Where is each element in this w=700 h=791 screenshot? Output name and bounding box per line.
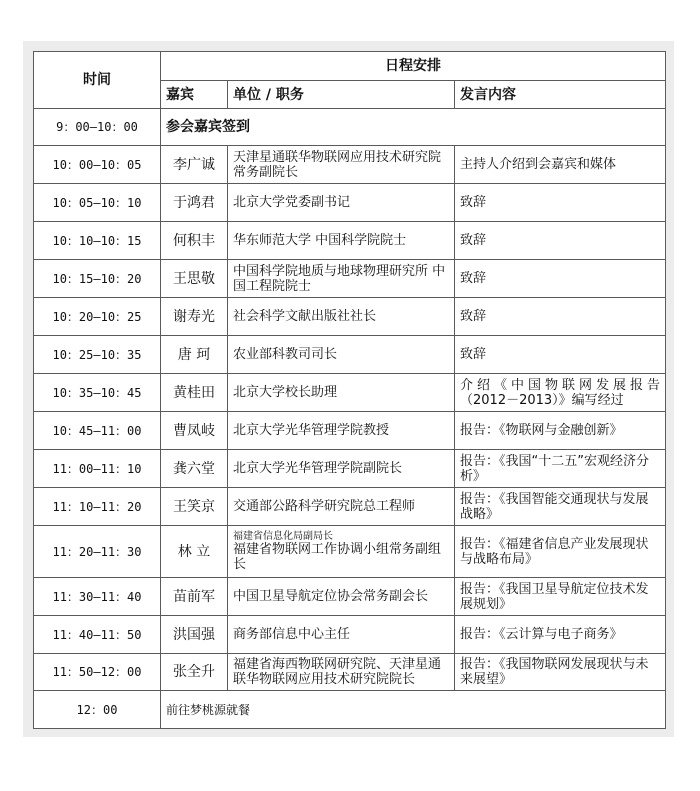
row-time: 11：40—11：50 (34, 616, 161, 654)
schedule-header: 日程安排 (161, 52, 666, 81)
footer-time: 12：00 (34, 691, 161, 729)
row-content: 致辞 (455, 222, 666, 260)
row-guest: 曹凤岐 (161, 412, 228, 450)
header-row-main (34, 52, 666, 81)
table-row (34, 488, 666, 526)
row-content: 介绍《中国物联网发展报告（2012－2013）》编写经过 (455, 374, 666, 412)
table-row (34, 298, 666, 336)
row-content: 致辞 (455, 298, 666, 336)
row-time: 10：00—10：05 (34, 146, 161, 184)
row-content: 报告：《物联网与金融创新》 (455, 412, 666, 450)
row-unit: 农业部科教司司长 (228, 336, 455, 374)
schedule-table (33, 51, 666, 729)
row-content: 报告：《我国物联网发展现状与未来展望》 (455, 654, 666, 691)
table-row (34, 412, 666, 450)
row-guest: 李广诚 (161, 146, 228, 184)
row-unit: 福建省海西物联网研究院、天津星通联华物联网应用技术研究院院长 (228, 654, 455, 691)
row-unit: 天津星通联华物联网应用技术研究院常务副院长 (228, 146, 455, 184)
table-row (34, 146, 666, 184)
row-unit: 北京大学光华管理学院教授 (228, 412, 455, 450)
row-content: 致辞 (455, 184, 666, 222)
row-guest: 苗前军 (161, 578, 228, 616)
row-time: 11：10—11：20 (34, 488, 161, 526)
table-row (34, 450, 666, 488)
row-time: 11：30—11：40 (34, 578, 161, 616)
row-content: 报告：《我国“十二五”宏观经济分析》 (455, 450, 666, 488)
row-guest: 黄桂田 (161, 374, 228, 412)
row-time: 10：35—10：45 (34, 374, 161, 412)
row-guest: 谢寿光 (161, 298, 228, 336)
row-unit: 中国卫星导航定位协会常务副会长 (228, 578, 455, 616)
guest-header: 嘉宾 (161, 81, 228, 109)
row-time: 10：45—11：00 (34, 412, 161, 450)
row-content: 主持人介绍到会嘉宾和媒体 (455, 146, 666, 184)
row-content: 报告：《我国卫星导航定位技术发展规划》 (455, 578, 666, 616)
row-unit: 交通部公路科学研究院总工程师 (228, 488, 455, 526)
table-row (34, 616, 666, 654)
table-row (34, 336, 666, 374)
table-row (34, 222, 666, 260)
row-content: 致辞 (455, 336, 666, 374)
row-guest: 王思敬 (161, 260, 228, 298)
row-guest: 林 立 (161, 526, 228, 578)
row-guest: 王笑京 (161, 488, 228, 526)
row-time: 10：15—10：20 (34, 260, 161, 298)
footer-label: 前往梦桃源就餐 (161, 691, 666, 729)
footer-row (34, 691, 666, 729)
row-guest: 唐 珂 (161, 336, 228, 374)
table-row (34, 184, 666, 222)
checkin-time: 9：00—10：00 (34, 109, 161, 146)
row-content: 报告：《福建省信息产业发展现状与战略布局》 (455, 526, 666, 578)
row-unit: 商务部信息中心主任 (228, 616, 455, 654)
checkin-label: 参会嘉宾签到 (161, 109, 666, 146)
row-unit: 北京大学党委副书记 (228, 184, 455, 222)
row-unit: 北京大学光华管理学院副院长 (228, 450, 455, 488)
table-row (34, 654, 666, 691)
row-content: 致辞 (455, 260, 666, 298)
unit-header: 单位 / 职务 (228, 81, 455, 109)
row-unit-note: 福建省信息化局副局长 (233, 531, 333, 542)
table-row (34, 374, 666, 412)
row-guest: 龚六堂 (161, 450, 228, 488)
row-unit-cell (228, 526, 455, 578)
row-unit: 福建省物联网工作协调小组常务副组长 (233, 542, 442, 572)
row-time: 11：50—12：00 (34, 654, 161, 691)
row-unit: 北京大学校长助理 (228, 374, 455, 412)
table-row (34, 526, 666, 578)
row-content: 报告：《我国智能交通现状与发展战略》 (455, 488, 666, 526)
checkin-row (34, 109, 666, 146)
row-time: 10：25—10：35 (34, 336, 161, 374)
row-guest: 何积丰 (161, 222, 228, 260)
row-time: 10：05—10：10 (34, 184, 161, 222)
content-header: 发言内容 (455, 81, 666, 109)
row-unit: 中国科学院地质与地球物理研究所 中国工程院院士 (228, 260, 455, 298)
row-guest: 张全升 (161, 654, 228, 691)
row-content: 报告：《云计算与电子商务》 (455, 616, 666, 654)
row-time: 11：00—11：10 (34, 450, 161, 488)
row-guest: 于鸿君 (161, 184, 228, 222)
row-time: 10：10—10：15 (34, 222, 161, 260)
time-header: 时间 (34, 52, 161, 109)
row-time: 10：20—10：25 (34, 298, 161, 336)
table-row (34, 578, 666, 616)
table-row (34, 260, 666, 298)
row-time: 11：20—11：30 (34, 526, 161, 578)
row-unit: 社会科学文献出版社社长 (228, 298, 455, 336)
row-unit: 华东师范大学 中国科学院院士 (228, 222, 455, 260)
row-guest: 洪国强 (161, 616, 228, 654)
